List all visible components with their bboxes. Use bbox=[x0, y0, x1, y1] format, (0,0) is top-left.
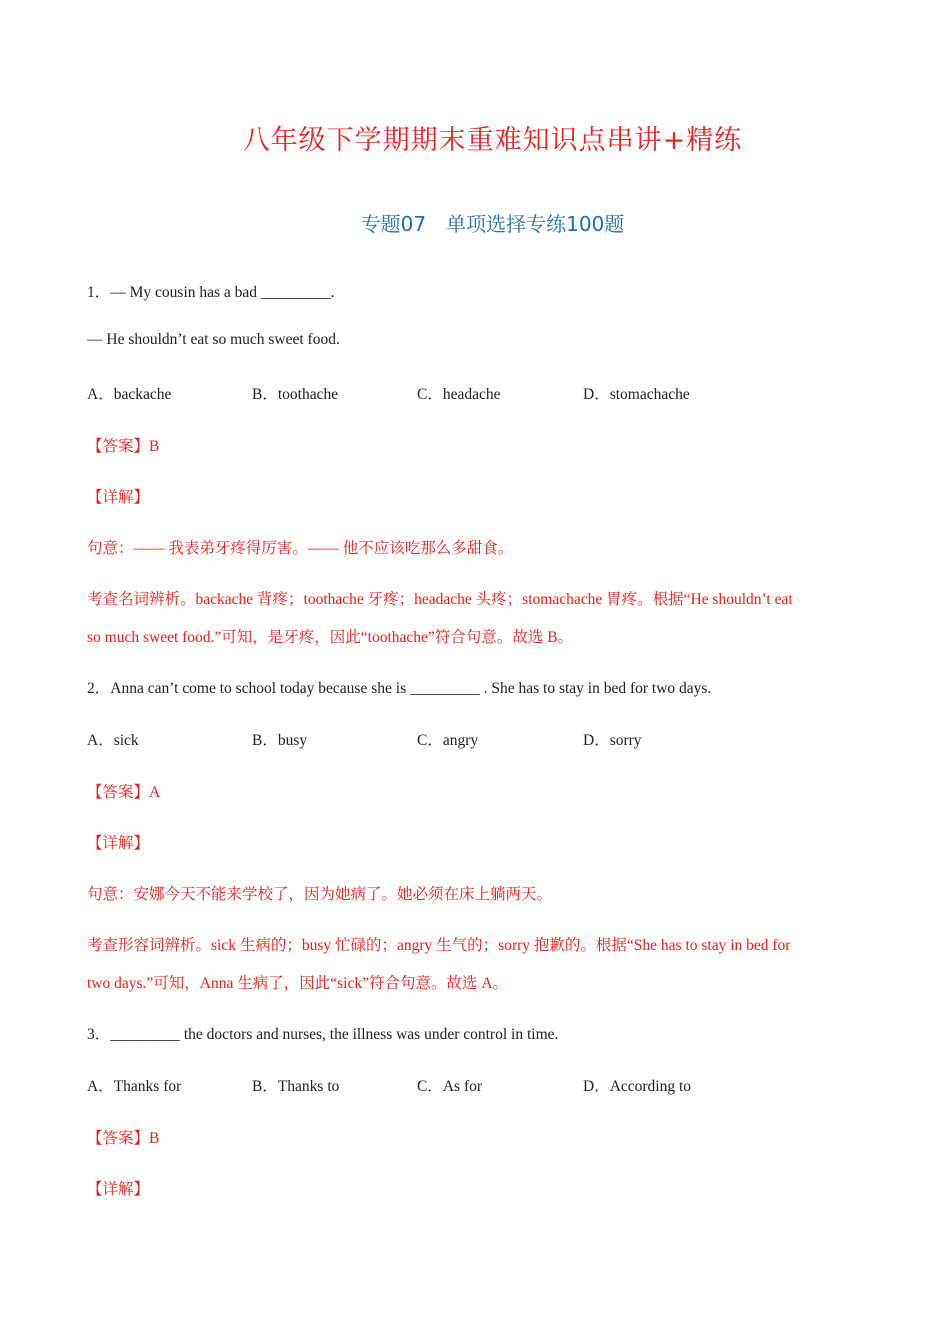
question-3-stem: 3．_________ the doctors and nurses, the illness was under control in time. bbox=[87, 1026, 559, 1043]
option-a: A．Thanks for bbox=[87, 1078, 182, 1095]
option-c: C．angry bbox=[417, 732, 479, 749]
option-a: A．sick bbox=[87, 732, 139, 749]
question-1-stem-reply: — He shouldn’t eat so much sweet food. bbox=[87, 331, 340, 348]
question-1-meaning: 句意：—— 我表弟牙疼得厉害。—— 他不应该吃那么多甜食。 bbox=[87, 540, 514, 557]
option-a: A．backache bbox=[87, 386, 172, 403]
option-c: C．As for bbox=[417, 1078, 483, 1095]
question-2-meaning: 句意：安娜今天不能来学校了，因为她病了。她必须在床上躺两天。 bbox=[87, 886, 553, 903]
question-1-stem: 1．— My cousin has a bad _________. bbox=[87, 284, 335, 301]
option-b: B．toothache bbox=[252, 386, 339, 403]
question-1-detail-tag: 【详解】 bbox=[87, 488, 150, 506]
answer-tag: 【答案】 bbox=[87, 1129, 150, 1147]
option-b: B．Thanks to bbox=[252, 1078, 340, 1095]
option-d: D．According to bbox=[583, 1078, 692, 1095]
answer-value: B bbox=[149, 438, 160, 455]
option-c: C．headache bbox=[417, 386, 501, 403]
question-1-analysis-line-2: so much sweet food.”可知，是牙疼，因此“toothache”符合句意。故选 B。 bbox=[87, 629, 574, 646]
question-2-analysis-line-2: two days.”可知，Anna 生病了，因此“sick”符合句意。故选 A。 bbox=[87, 975, 509, 992]
question-1-answer bbox=[87, 434, 159, 456]
answer-value: B bbox=[149, 1130, 160, 1147]
question-2-stem: 2．Anna can’t come to school today because she is _________ . She has to stay in bed for two days. bbox=[87, 680, 712, 697]
option-d: D．stomachache bbox=[583, 386, 690, 403]
question-3-answer bbox=[87, 1126, 159, 1148]
option-b: B．busy bbox=[252, 732, 308, 749]
question-2-detail-tag: 【详解】 bbox=[87, 834, 150, 852]
option-d: D．sorry bbox=[583, 732, 642, 749]
question-2-answer bbox=[87, 780, 160, 802]
answer-tag: 【答案】 bbox=[87, 783, 150, 801]
answer-value: A bbox=[149, 784, 161, 801]
question-3-detail-tag: 【详解】 bbox=[87, 1180, 150, 1198]
page-subtitle: 专题07 单项选择专练100题 bbox=[360, 212, 625, 236]
question-1-analysis-line-1: 考查名词辨析。backache 背疼；toothache 牙疼；headache 头疼；stomachache 胃疼。根据“He shouldn’t eat bbox=[87, 591, 793, 608]
question-2-analysis-line-1: 考查形容词辨析。sick 生病的；busy 忙碌的；angry 生气的；sorry 抱歉的。根据“She has to stay in bed for bbox=[87, 937, 791, 954]
answer-tag: 【答案】 bbox=[87, 437, 150, 455]
page-title: 八年级下学期期末重难知识点串讲+精练 bbox=[242, 125, 743, 156]
